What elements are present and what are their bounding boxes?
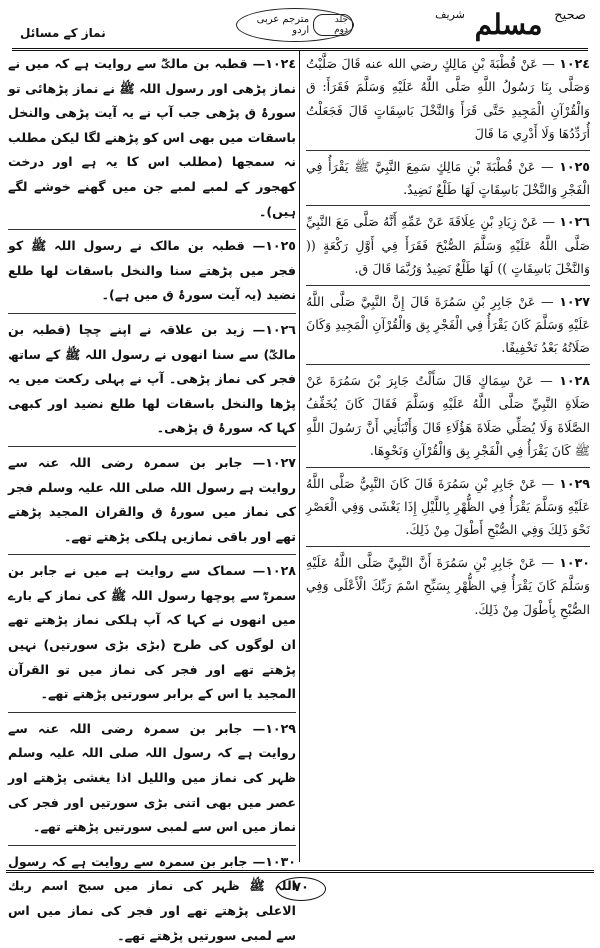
page-header (6, 6, 594, 46)
book-title-sahih: صحیح (554, 8, 586, 23)
translation-text: زید بن علاقہ نے اپنے چچا (قطبہ بن مالکؓ) سے سنا انھوں نے رسول اللہ ﷺ کے ساتھ فجر کی نماز پڑھی۔ آپ نے پہلی رکعت میں یہ پڑھا والنخل باسقات لها طلع نضيد اور کبھی کہا کہ سورۂ ق پڑھی۔ (8, 321, 296, 436)
divider-line (8, 446, 296, 447)
arabic-column (306, 52, 590, 864)
hadith-number: ١٠٢٥ (265, 238, 296, 254)
divider-line (306, 205, 590, 206)
urdu-translation: ١٠٢٧— جابر بن سمرہ رضی اللہ عنہ سے روایت ہے رسول اللہ صلی اللہ علیہ وسلم فجر کی نماز میں سورۂ ق والقران المجید پڑھتے تھے اور باقی نمازیں ہلکی پڑھتے تھے۔ (8, 454, 296, 544)
divider-line (8, 313, 296, 314)
hadith-number: ١٠٢٨ (265, 563, 296, 579)
urdu-translation: ١٠٢٥— قطبہ بن مالک نے رسول اللہ ﷺ کو فجر میں پڑھتے سنا والنخل باسقات لها طلع نضيد (یہ آیت سورۂ ق میں ہے)۔ (8, 238, 296, 303)
book-title-sharif: شریف (435, 8, 465, 21)
urdu-column (8, 52, 297, 943)
hadith-number: ١٠٢٦ (559, 214, 590, 230)
hadith-number: ١٠٢٦ (265, 321, 296, 337)
divider-line (306, 285, 590, 286)
hadith-number: ١٠٣٠ (265, 853, 296, 869)
hadith-number: ١٠٢٤ (559, 56, 590, 71)
arabic-hadith: ١٠٣٠ — عَنْ جَابِرِ بْنِ سَمُرَةَ أَنَّ النَّبِيَّ صَلَّى اللَّهُ عَلَيْهِ وَسَلَّمَ كَانَ يَقْرَأُ فِي الظُّهْرِ بِسَبِّحِ اسْمَ رَبِّكَ الْأَعْلَى وَفِي الصُّبْحِ بِأَطْوَلَ مِنْ ذَلِكَ. (306, 554, 590, 617)
arabic-hadith: ١٠٢٨ — عَنْ سِمَاكٍ قَالَ سَأَلْتُ جَابِرَ بْنَ سَمُرَةَ عَنْ صَلَاةِ النَّبِيِّ صَلَّى اللَّهُ عَلَيْهِ وَسَلَّمَ فَقَالَ كَانَ يُخَفِّفُ الصَّلَاةَ وَلَا يُصَلِّي صَلَاةَ هَؤُلَاءِ قَالَ وَأَنْبَأَنِي أَنَّ رَسُولَ اللَّهِ ﷺ كَانَ يَقْرَأُ فِي الْفَجْرِ بِق وَالْقُرْآنِ وَنَحْوِهَا. (306, 372, 590, 459)
urdu-translation: ١٠٣٠— جابر بن سمرہ سے روایت ہے کہ رسول اللہ ﷺ ظہر کی نماز میں سبح اسم ربك الاعلى پڑھتے تھے اور فجر کی نماز میں اس سے لمبی سورتیں پڑھتے تھے۔ (8, 853, 296, 943)
hadith-number: ١٠٢٧ (559, 293, 590, 309)
translation-text: جابر بن سمرہ رضی اللہ عنہ سے روایت ہے کہ رسول اللہ صلی اللہ علیہ وسلم ظہر کی نماز میں والليل اذا يغشى پڑھتے اور عصر میں بھی اتنی بڑی سورتیں اور فجر کی نماز میں اس سے لمبی سورتیں پڑھتے تھے۔ (8, 720, 296, 835)
hadith-text: عَنْ سِمَاكٍ قَالَ سَأَلْتُ جَابِرَ بْنَ سَمُرَةَ عَنْ صَلَاةِ النَّبِيِّ صَلَّى اللَّهُ عَلَيْهِ وَسَلَّمَ فَقَالَ كَانَ يُخَفِّفُ الصَّلَاةَ وَلَا يُصَلِّي صَلَاةَ هَؤُلَاءِ قَالَ وَأَنْبَأَنِي أَنَّ رَسُولَ اللَّهِ ﷺ كَانَ يَقْرَأُ فِي الْفَجْرِ بِق وَالْقُرْآنِ وَنَحْوِهَا. (306, 372, 590, 459)
translation-text: جابر بن سمرہ رضی اللہ عنہ سے روایت ہے رسول اللہ صلی اللہ علیہ وسلم فجر کی نماز میں سورۂ ق والقران المجید پڑھتے تھے اور باقی نمازیں ہلکی پڑھتے تھے۔ (8, 454, 296, 544)
translation-text: جابر بن سمرہ سے روایت ہے کہ رسول اللہ ﷺ ظہر کی نماز میں سبح اسم ربك الاعلى پڑھتے تھے اور فجر کی نماز میں اس سے لمبی سورتیں پڑھتے تھے۔ (8, 853, 296, 943)
hadith-text: عَنْ جَابِرِ بْنِ سَمُرَةَ أَنَّ النَّبِيَّ صَلَّى اللَّهُ عَلَيْهِ وَسَلَّمَ كَانَ يَقْرَأُ فِي الظُّهْرِ بِسَبِّحِ اسْمَ رَبِّكَ الْأَعْلَى وَفِي الصُّبْحِ بِأَطْوَلَ مِنْ ذَلِكَ. (306, 554, 590, 617)
urdu-translation: ١٠٢٦— زید بن علاقہ نے اپنے چچا (قطبہ بن مالکؓ) سے سنا انھوں نے رسول اللہ ﷺ کے ساتھ فجر کی نماز پڑھی۔ آپ نے پہلی رکعت میں یہ پڑھا والنخل باسقات لها طلع نضيد اور کبھی کہا کہ سورۂ ق پڑھی۔ (8, 321, 296, 436)
volume-seal (236, 8, 354, 42)
hadith-number: ١٠٢٩ (265, 720, 296, 736)
translation-text: قطبہ بن مالکؓ سے روایت ہے کہ میں نے نماز پڑھی اور رسول اللہ ﷺ نے نماز پڑھائی تو سورۂ ق پڑھی جب آپ نے یہ آیت پڑھی والنخل باسقات میں بھی اس کو پڑھنے لگا لیکن مطلب نہ سمجھا (مطلب اس کا یہ ہے اور درخت کھجور کے لمبے لمبے جن میں گھنے خوشے لگے ہیں)۔ (8, 56, 296, 219)
arabic-hadith: ١٠٢٩ — عَنْ جَابِرِ بْنِ سَمُرَةَ قَالَ كَانَ النَّبِيُّ صَلَّى اللَّهُ عَلَيْهِ وَسَلَّمَ يَقْرَأُ فِي الظُّهْرِ بِاللَّيْلِ إِذَا يَغْشَى وَفِي الْعَصْرِ نَحْوَ ذَلِكَ وَفِي الصُّبْحِ أَطْوَلَ مِنْ ذَلِكَ. (306, 475, 590, 538)
translation-text: قطبہ بن مالک نے رسول اللہ ﷺ کو فجر میں پڑھتے سنا والنخل باسقات لها طلع نضيد (یہ آیت سورۂ ق میں ہے)۔ (8, 238, 296, 303)
divider-line (306, 150, 590, 151)
arabic-hadith: ١٠٢٧ — عَنْ جَابِرِ بْنِ سَمُرَةَ قَالَ إِنَّ النَّبِيَّ صَلَّى اللَّهُ عَلَيْهِ وَسَلَّمَ كَانَ يَقْرَأُ فِي الْفَجْرِ بِق وَالْقُرْآنِ الْمَجِيدِ وَكَانَ صَلَاتُهُ بَعْدُ تَخْفِيفًا. (306, 293, 590, 356)
book-title (435, 8, 586, 41)
arabic-hadith: ١٠٢٦ — عَنْ زِيَادِ بْنِ عِلَاقَةَ عَنْ عَمِّهِ أَنَّهُ صَلَّى مَعَ النَّبِيِّ صَلَّى اللَّهُ عَلَيْهِ وَسَلَّمَ الصُّبْحَ فَقَرَأَ فِي أَوَّلِ رَكْعَةٍ (( وَالنَّخْلَ بَاسِقَاتٍ )) لَهَا طَلْعٌ نَضِيدٌ وَرُبَّمَا قَالَ ق. (306, 214, 590, 277)
footer-rule (6, 870, 594, 873)
hadith-text: عَنْ جَابِرِ بْنِ سَمُرَةَ قَالَ إِنَّ النَّبِيَّ صَلَّى اللَّهُ عَلَيْهِ وَسَلَّمَ كَانَ يَقْرَأُ فِي الْفَجْرِ بِق وَالْقُرْآنِ الْمَجِيدِ وَكَانَ صَلَاتُهُ بَعْدُ تَخْفِيفًا. (306, 293, 590, 356)
divider-line (8, 845, 296, 846)
urdu-translation: ١٠٢٤— قطبہ بن مالکؓ سے روایت ہے کہ میں نے نماز پڑھی اور رسول اللہ ﷺ نے نماز پڑھائی تو سورۂ ق پڑھی جب آپ نے یہ آیت پڑھی والنخل باسقات میں بھی اس کو پڑھنے لگا لیکن مطلب نہ سمجھا (مطلب اس کا یہ ہے اور درخت کھجور کے لمبے لمبے جن میں گھنے خوشے لگے ہیں)۔ (8, 56, 297, 219)
urdu-translation: ١٠٢٨— سماک سے روایت ہے میں نے جابر بن سمرہؓ سے پوچھا رسول اللہ ﷺ کی نماز کے بارے میں انھوں نے کہا کہ آپ ہلکی نماز پڑھتے تھے ان لوگوں کی طرح (بڑی بڑی سورتیں) نہیں پڑھتے تھے اور فجر کی نماز میں تو القرآن المجید یا اس کے برابر سورتیں پڑھتے تھے۔ (8, 563, 296, 702)
divider-line (8, 712, 296, 713)
divider-line (306, 467, 590, 468)
divider-line (306, 364, 590, 365)
urdu-translation: ١٠٢٩— جابر بن سمرہ رضی اللہ عنہ سے روایت ہے کہ رسول اللہ صلی اللہ علیہ وسلم ظہر کی نماز میں والليل اذا يغشى پڑھتے اور عصر میں بھی اتنی بڑی سورتیں اور فجر کی نماز میں اس سے لمبی سورتیں پڑھتے تھے۔ (8, 720, 296, 835)
hadith-number: ١٠٢٨ (559, 372, 590, 388)
hadith-text: عَنْ جَابِرِ بْنِ سَمُرَةَ قَالَ كَانَ النَّبِيُّ صَلَّى اللَّهُ عَلَيْهِ وَسَلَّمَ يَقْرَأُ فِي الظُّهْرِ بِاللَّيْلِ إِذَا يَغْشَى وَفِي الْعَصْرِ نَحْوَ ذَلِكَ وَفِي الصُّبْحِ أَطْوَلَ مِنْ ذَلِكَ. (306, 475, 590, 538)
book-title-main: مسلم (474, 8, 543, 41)
divider-line (306, 546, 590, 547)
arabic-hadith: ١٠٢٤ — عَنْ قُطْبَةَ بْنِ مَالِكٍ رضي الله عنه قَالَ صَلَّيْتُ وَصَلَّى بِنَا رَسُولُ اللَّهِ صَلَّى اللَّهُ عَلَيْهِ وَسَلَّمَ فَقَرَأَ: ق وَالْقُرْآنِ الْمَجِيدِ حَتَّى قَرَأَ وَالنَّخْلَ بَاسِقَاتٍ قَالَ فَجَعَلْتُ أُرَدِّدُهَا وَلَا أَدْرِي مَا قَالَ (306, 56, 590, 142)
page-number: ٧٠ (276, 877, 326, 901)
seal-text: مترجم عربی اردو (256, 14, 310, 36)
column-divider (299, 50, 300, 862)
hadith-text: عَنْ قُطْبَةَ بْنِ مَالِكٍ رضي الله عنه قَالَ صَلَّيْتُ وَصَلَّى بِنَا رَسُولُ اللَّهِ صَلَّى اللَّهُ عَلَيْهِ وَسَلَّمَ فَقَرَأَ: ق وَالْقُرْآنِ الْمَجِيدِ حَتَّى قَرَأَ وَالنَّخْلَ بَاسِقَاتٍ قَالَ فَجَعَلْتُ أُرَدِّدُهَا وَلَا أَدْرِي مَا قَالَ (306, 56, 590, 142)
arabic-hadith: ١٠٢٥ — عَنْ قُطْبَةَ بْنِ مَالِكٍ سَمِعَ النَّبِيَّ ﷺ يَقْرَأُ فِي الْفَجْرِ وَالنَّخْلَ بَاسِقَاتٍ لَهَا طَلْعٌ نَضِيدٌ. (306, 158, 590, 198)
hadith-number: ١٠٢٤ (265, 56, 297, 71)
divider-line (8, 554, 296, 555)
hadith-text: عَنْ زِيَادِ بْنِ عِلَاقَةَ عَنْ عَمِّهِ أَنَّهُ صَلَّى مَعَ النَّبِيِّ صَلَّى اللَّهُ عَلَيْهِ وَسَلَّمَ الصُّبْحَ فَقَرَأَ فِي أَوَّلِ رَكْعَةٍ (( وَالنَّخْلَ بَاسِقَاتٍ )) لَهَا طَلْعٌ نَضِيدٌ وَرُبَّمَا قَالَ ق. (306, 214, 590, 277)
hadith-number: ١٠٣٠ (559, 554, 590, 570)
divider-line (8, 229, 296, 230)
hadith-number: ١٠٢٩ (559, 475, 590, 491)
header-rule (12, 48, 588, 51)
hadith-text: عَنْ قُطْبَةَ بْنِ مَالِكٍ سَمِعَ النَّبِيَّ ﷺ يَقْرَأُ فِي الْفَجْرِ وَالنَّخْلَ بَاسِقَاتٍ لَهَا طَلْعٌ نَضِيدٌ. (306, 158, 590, 198)
translation-text: سماک سے روایت ہے میں نے جابر بن سمرہؓ سے پوچھا رسول اللہ ﷺ کی نماز کے بارے میں انھوں نے کہا کہ آپ ہلکی نماز پڑھتے تھے ان لوگوں کی طرح (بڑی بڑی سورتیں) نہیں پڑھتے تھے اور فجر کی نماز میں تو القرآن المجید یا اس کے برابر سورتیں پڑھتے تھے۔ (8, 563, 296, 702)
volume-label: جلد دوم (313, 14, 353, 36)
hadith-number: ١٠٢٥ (559, 158, 590, 174)
chapter-title: نماز کے مسائل (20, 26, 106, 40)
hadith-number: ١٠٢٧ (265, 454, 296, 470)
